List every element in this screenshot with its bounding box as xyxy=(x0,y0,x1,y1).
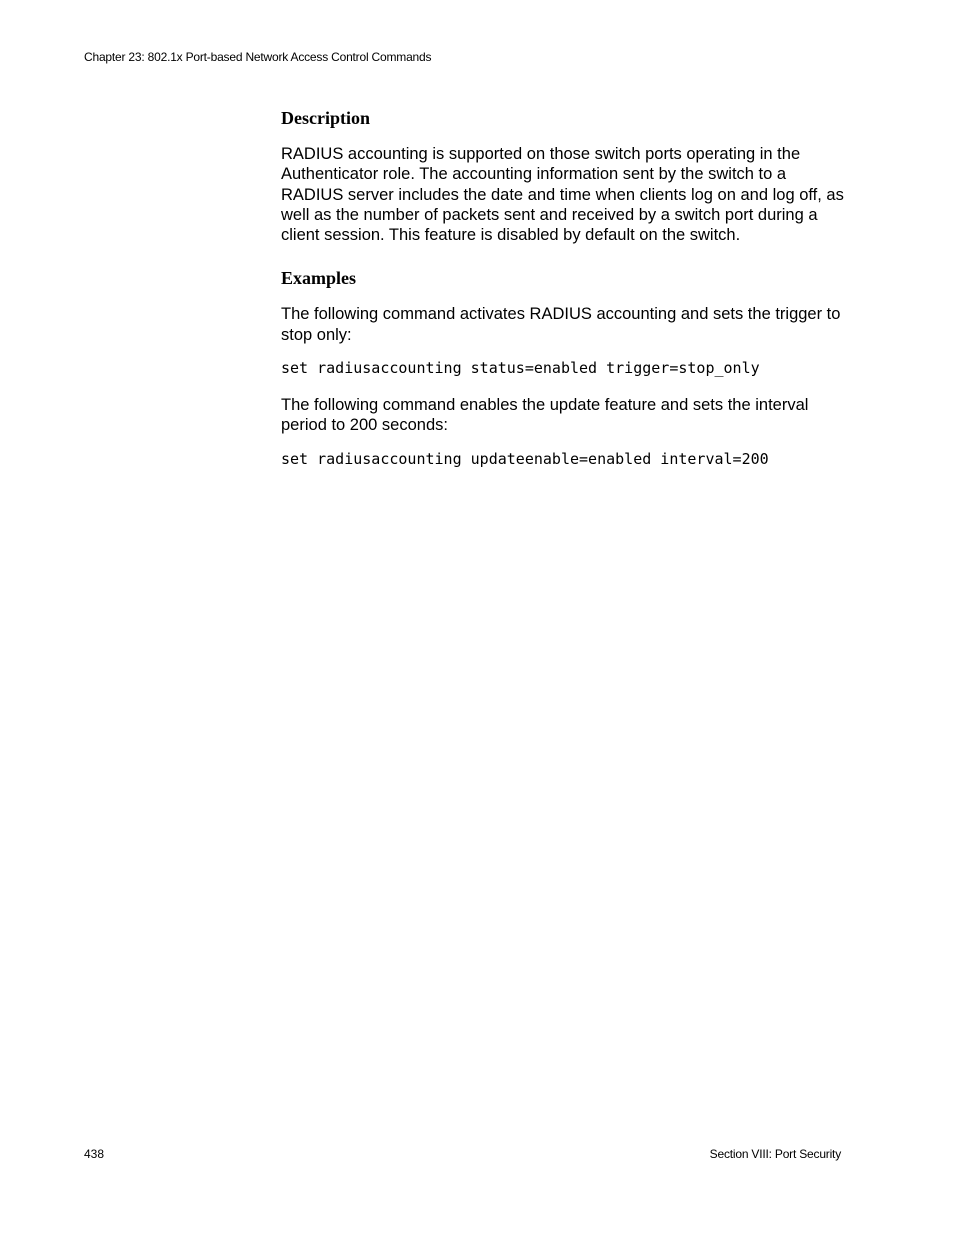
description-text: RADIUS accounting is supported on those switch ports operating in the Authenticator role. The accounting information sent by the switch to a RADIUS server includes the date and time when clients log on and log off, as well as the number of packets sent and received by a switch port during a client session. This feature is disabled by default on the switch. xyxy=(281,145,844,245)
example-2-text: The following command enables the update feature and sets the interval period to 200 seconds: xyxy=(281,396,809,435)
section-title: Section VIII: Port Security xyxy=(709,1147,841,1161)
example-1-command: set radiusaccounting status=enabled trigger=stop_only xyxy=(281,359,760,378)
running-header: Chapter 23: 802.1x Port-based Network Access Control Commands xyxy=(84,50,432,64)
page-number: 438 xyxy=(84,1147,105,1161)
description-heading: Description xyxy=(281,108,370,128)
page-content xyxy=(281,107,846,486)
example-2-command: set radiusaccounting updateenable=enabled interval=200 xyxy=(281,449,769,468)
example-1-text: The following command activates RADIUS accounting and sets the trigger to stop only: xyxy=(281,305,841,344)
examples-heading: Examples xyxy=(281,268,357,289)
